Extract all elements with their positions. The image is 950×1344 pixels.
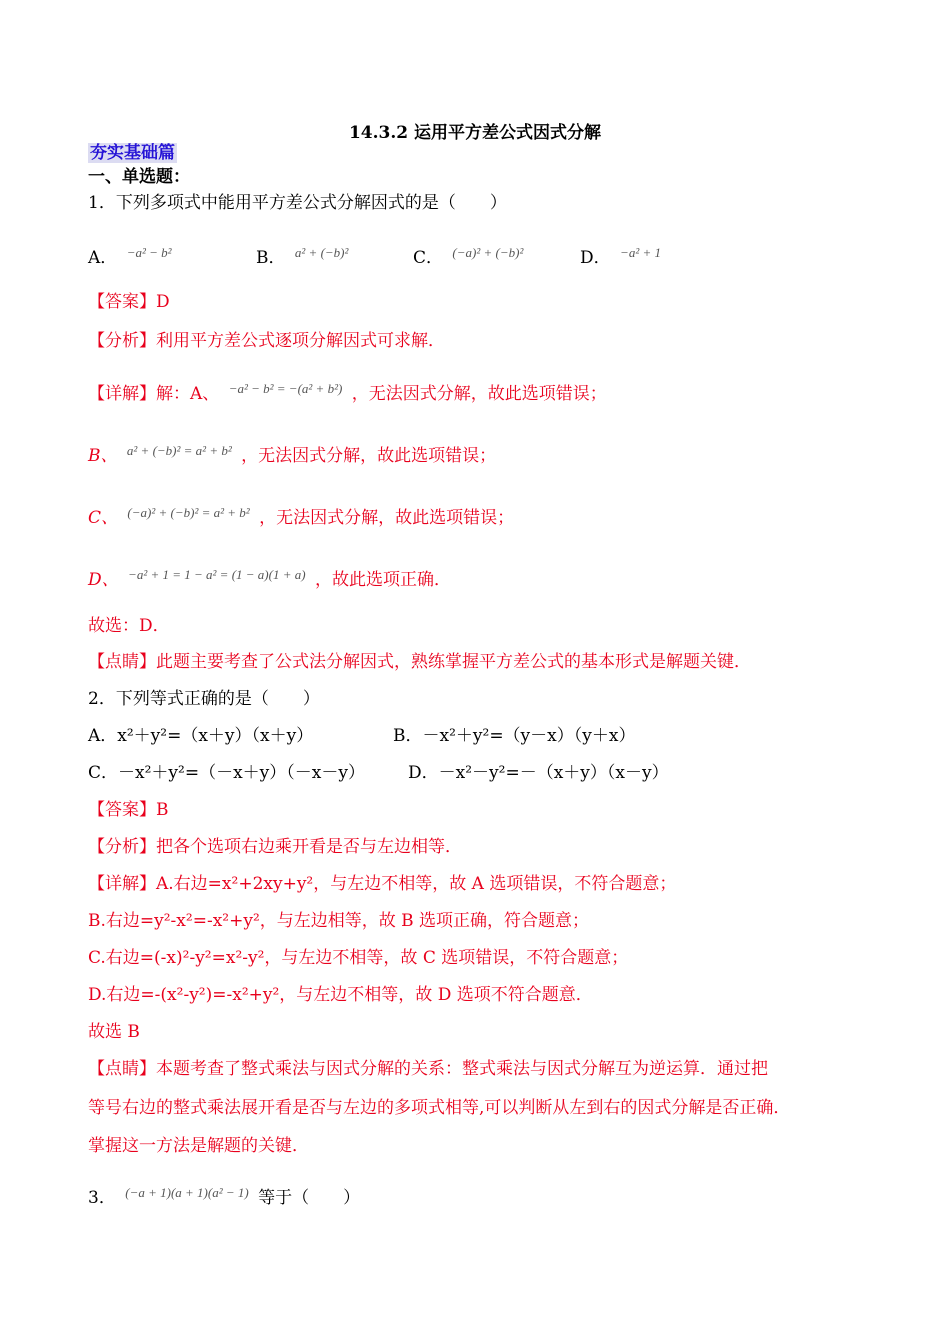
q3-number: 3． bbox=[88, 1188, 116, 1208]
q2-comment-3: 掌握这一方法是解题的关键． bbox=[88, 1136, 309, 1156]
q1-detail-c bbox=[88, 502, 514, 529]
page-title: 14.3.2 运用平方差公式因式分解 bbox=[348, 123, 602, 143]
q2-option-b: B．－x²＋y²=（y－x）（y＋x） bbox=[393, 726, 636, 746]
q1-stem: 1．下列多项式中能用平方差公式分解因式的是（ ） bbox=[88, 193, 507, 213]
q1-comment: 【点睛】此题主要考查了公式法分解因式，熟练掌握平方差公式的基本形式是解题关键． bbox=[88, 652, 751, 672]
q1-detail-c-text: ，无法因式分解，故此选项错误； bbox=[259, 508, 515, 528]
section-tag-line bbox=[88, 142, 177, 164]
q2-option-a: A．x²＋y²=（x＋y）（x＋y） bbox=[88, 726, 314, 746]
q1-option-a-label: A． bbox=[88, 248, 118, 268]
q2-stem: 2．下列等式正确的是（ ） bbox=[88, 689, 320, 709]
q3-expr: (−a + 1)(a + 1)(a² − 1) bbox=[125, 1185, 249, 1200]
q2-option-d: D．－x²－y²=－（x＋y）（x－y） bbox=[408, 763, 669, 783]
q1-detail-c-expr: (−a)² + (−b)² = a² + b² bbox=[127, 505, 250, 520]
q1-option-c-label: C． bbox=[413, 248, 444, 268]
q1-option-d bbox=[580, 242, 665, 269]
q1-detail-b-text: ，无法因式分解，故此选项错误； bbox=[241, 446, 497, 466]
q2-detail-3: C.右边=(-x)²-y²=x²-y²，与左边不相等，故 C 选项错误，不符合题意； bbox=[88, 948, 629, 968]
q1-detail-d-label: D、 bbox=[88, 570, 119, 590]
q1-detail-c-label: C、 bbox=[88, 508, 119, 528]
q1-detail-d bbox=[88, 564, 451, 591]
q2-answer: 【答案】B bbox=[88, 800, 169, 820]
q3-tail: 等于（ ） bbox=[258, 1188, 361, 1208]
q2-detail-4: D.右边=-(x²-y²)=-x²+y²，与左边不相等，故 D 选项不符合题意． bbox=[88, 985, 593, 1005]
q1-option-b-expr: a² + (−b)² bbox=[294, 245, 349, 260]
part-heading: 一、单选题： bbox=[88, 167, 190, 187]
q1-detail-a-expr: −a² − b² = −(a² + b²) bbox=[228, 381, 343, 396]
q1-detail-d-expr: −a² + 1 = 1 − a² = (1 − a)(1 + a) bbox=[128, 567, 306, 582]
q1-option-a bbox=[88, 242, 176, 269]
q1-detail-b-expr: a² + (−b)² = a² + b² bbox=[126, 443, 232, 458]
q1-option-a-expr: −a² − b² bbox=[126, 245, 172, 260]
q1-detail-b-label: B、 bbox=[88, 446, 118, 466]
q2-detail-1: 【详解】A.右边=x²+2xy+y²，与左边不相等，故 A 选项错误，不符合题意； bbox=[88, 874, 677, 894]
q3-line bbox=[88, 1182, 360, 1209]
q1-option-b-label: B． bbox=[256, 248, 286, 268]
q2-analysis: 【分析】把各个选项右边乘开看是否与左边相等． bbox=[88, 837, 462, 857]
q1-analysis: 【分析】利用平方差公式逐项分解因式可求解． bbox=[88, 331, 445, 351]
q2-comment-2: 等号右边的整式乘法展开看是否与左边的多项式相等,可以判断从左到右的因式分解是否正确． bbox=[88, 1098, 791, 1118]
q1-detail-a-prefix: 【详解】解：A、 bbox=[88, 384, 220, 404]
q2-comment-1: 【点睛】本题考查了整式乘法与因式分解的关系：整式乘法与因式分解互为逆运算．通过把 bbox=[88, 1059, 768, 1079]
q2-detail-2: B.右边=y²-x²=-x²+y²，与左边相等，故 B 选项正确，符合题意； bbox=[88, 911, 590, 931]
q1-answer: 【答案】D bbox=[88, 292, 170, 312]
q1-choose: 故选：D． bbox=[88, 616, 170, 636]
q1-detail-a bbox=[88, 378, 607, 405]
q1-option-c-expr: (−a)² + (−b)² bbox=[452, 245, 524, 260]
q1-option-b bbox=[256, 242, 352, 269]
q1-detail-b bbox=[88, 440, 496, 467]
q2-choose: 故选 B bbox=[88, 1022, 140, 1042]
q2-option-c: C．－x²＋y²=（－x＋y）（－x－y） bbox=[88, 763, 365, 783]
q1-option-d-label: D． bbox=[580, 248, 611, 268]
q1-option-c bbox=[413, 242, 527, 269]
q1-detail-d-text: ，故此选项正确． bbox=[314, 570, 451, 590]
q1-option-d-expr: −a² + 1 bbox=[620, 245, 661, 260]
section-tag: 夯实基础篇 bbox=[90, 143, 175, 163]
q1-detail-a-text: ，无法因式分解，故此选项错误； bbox=[351, 384, 607, 404]
